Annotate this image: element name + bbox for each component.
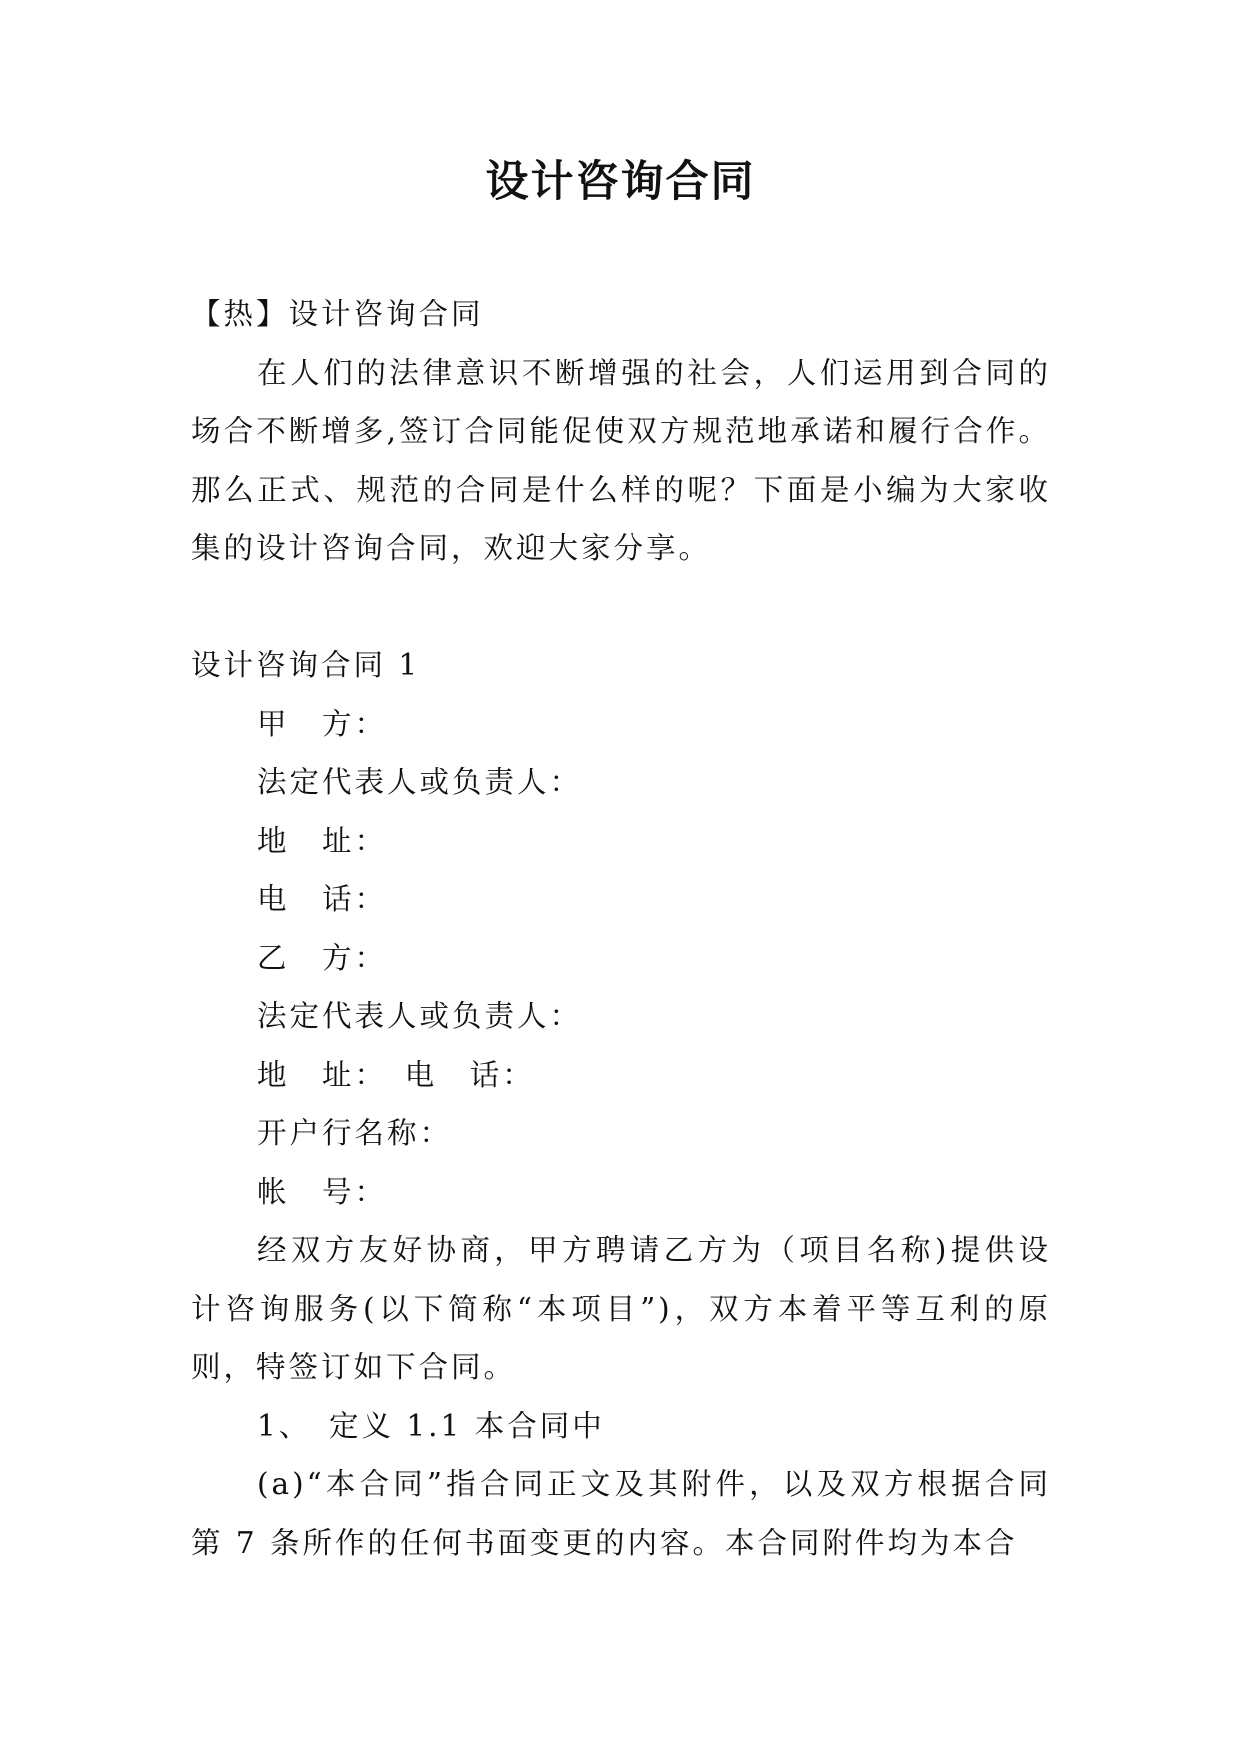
field-party-b-representative: 法定代表人或负责人： — [257, 999, 583, 1033]
field-party-b-address-phone: 地 址： 电 话： — [257, 1057, 535, 1092]
field-party-a-address: 地 址： — [257, 823, 388, 858]
intro-paragraph: 在人们的法律意识不断增强的社会，人们运用到合同的场合不断增多,签订合同能促使双方规范地承诺和履行合作。那么正式、规范的合同是什么样的呢？下面是小编为大家收集的设计咨询合同，欢迎大家分享。 — [191, 355, 1051, 565]
clause-a: (a)“本合同”指合同正文及其附件，以及双方根据合同第 7 条所作的任何书面变更的内容。本合同附件均为本合 — [191, 1467, 1051, 1560]
document-body — [191, 285, 1051, 1572]
field-party-b: 乙 方： — [257, 940, 388, 975]
document-title: 设计咨询合同 — [485, 157, 756, 207]
field-party-a-representative: 法定代表人或负责人： — [257, 765, 583, 799]
field-bank-name: 开户行名称： — [257, 1116, 453, 1150]
field-party-a: 甲 方： — [257, 706, 388, 741]
field-account-number: 帐 号： — [257, 1174, 388, 1209]
clause-definition: 1、 定义 1.1 本合同中 — [257, 1408, 605, 1443]
agreement-paragraph: 经双方友好协商，甲方聘请乙方为（项目名称)提供设计咨询服务(以下简称“本项目”)，双方本着平等互利的原则，特签订如下合同。 — [191, 1233, 1051, 1384]
paragraph-spacer — [191, 578, 1051, 637]
section-heading: 设计咨询合同 1 — [191, 648, 421, 682]
field-party-a-phone: 电 话： — [257, 882, 388, 916]
lead-line: 【热】设计咨询合同 — [191, 297, 484, 331]
